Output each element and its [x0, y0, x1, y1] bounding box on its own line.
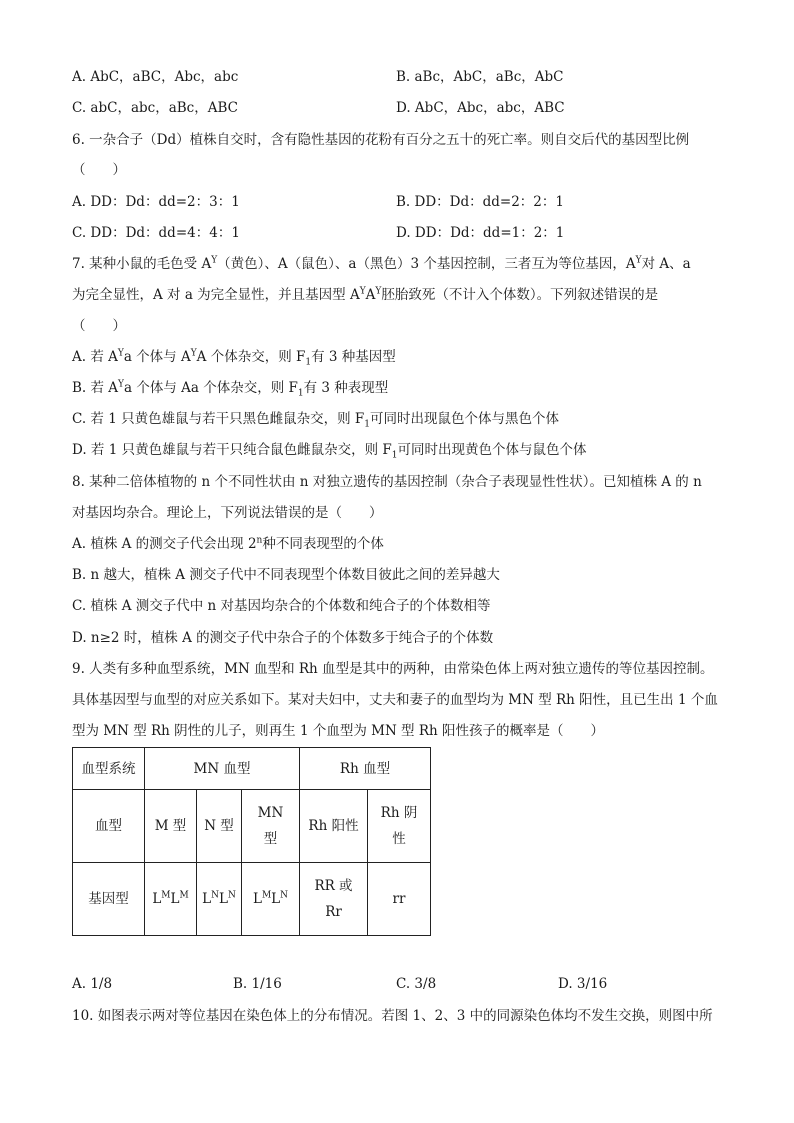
- q8-stem-line1: 8. 某种二倍体植物的 n 个不同性状由 n 对独立遗传的基因控制（杂合子表现显性性状）。已知植株 A 的 n: [72, 474, 702, 490]
- table-cell-m-type: M 型: [145, 790, 197, 863]
- q9-option-d: D. 3/16: [558, 976, 608, 992]
- q7-option-c: C. 若 1 只黄色雄鼠与若干只黑色雌鼠杂交，则 $F_1$可同时出现鼠色个体与黑色个体: [72, 411, 559, 430]
- table-header-rh: Rh 血型: [300, 748, 431, 790]
- q7-option-d: D. 若 1 只黄色雄鼠与若干只纯合鼠色雌鼠杂交，则 $F_1$可同时出现黄色个体与鼠色个体: [72, 442, 587, 461]
- table-cell-rh-negative: Rh 阴 性: [368, 790, 431, 863]
- table-cell-genotype-rh-positive: RR 或 Rr: [300, 863, 368, 936]
- table-label-genotype: 基因型: [73, 863, 145, 936]
- table-cell-genotype-mm: $L^ML^M$: [145, 863, 197, 936]
- table-row: [73, 790, 431, 863]
- q10-stem-line1: 10. 如图表示两对等位基因在染色体上的分布情况。若图 1、2、3 中的同源染色体均不发生交换，则图中所: [72, 1008, 713, 1024]
- q6-option-a: A. DD：Dd：dd=2：3：1: [72, 194, 240, 210]
- q6-option-d: D. DD：Dd：dd=1：2：1: [396, 225, 565, 241]
- table-label-blood-type: 血型: [73, 790, 145, 863]
- q8-option-b: B. n 越大，植株 A 测交子代中不同表现型个体数目彼此之间的差异越大: [72, 567, 500, 583]
- table-cell-genotype-nn: $L^NL^N$: [197, 863, 242, 936]
- q7-stem-line1: 7. 某种小鼠的毛色受 $A^Y$（黄色）、A（鼠色）、a（黑色）3 个基因控制，三者互为等位基因，$A^Y$对 A、a: [72, 255, 691, 272]
- q8-option-d: D. n≥2 时，植株 A 的测交子代中杂合子的个体数多于纯合子的个体数: [72, 630, 494, 646]
- q9-stem-line2: 具体基因型与血型的对应关系如下。某对夫妇中，丈夫和妻子的血型均为 MN 型 Rh 阳性，且已生出 1 个血: [72, 692, 718, 708]
- q7-option-a: A. 若 $A^Ya$ 个体与 $A^YA$ 个体杂交，则 $F_1$有 3 种基因型: [72, 348, 396, 368]
- table-row: [73, 863, 431, 936]
- q8-option-a: A. 植株 A 的测交子代会出现 2$^n$种不同表现型的个体: [72, 535, 384, 552]
- q7-answer-paren: （ ）: [72, 318, 126, 334]
- q8-option-c: C. 植株 A 测交子代中 n 对基因均杂合的个体数和纯合子的个体数相等: [72, 598, 491, 614]
- q7-stem-line2: 为完全显性，A 对 a 为完全显性，并且基因型 $A^YA^Y$胚胎致死（不计入个体数）。下列叙述错误的是: [72, 286, 659, 303]
- q9-option-a: A. 1/8: [72, 976, 113, 992]
- table-cell-mn-type: MN 型: [242, 790, 300, 863]
- table-row: [73, 748, 431, 790]
- q7-option-b: B. 若 $A^Ya$ 个体与 Aa 个体杂交，则 $F_1$有 3 种表现型: [72, 379, 389, 399]
- table-cell-genotype-rh-negative: rr: [368, 863, 431, 936]
- q6-option-c: C. DD：Dd：dd=4：4：1: [72, 225, 240, 241]
- q9-stem-line3: 型为 MN 型 Rh 阴性的儿子，则再生 1 个血型为 MN 型 Rh 阳性孩子的概率是（ ）: [72, 723, 604, 739]
- table-cell-rh-positive: Rh 阳性: [300, 790, 368, 863]
- q5-option-c: C. abC，abc，aBc，ABC: [72, 100, 238, 116]
- q6-option-b: B. DD：Dd：dd=2：2：1: [396, 194, 564, 210]
- table-header-system: 血型系统: [73, 748, 145, 790]
- q5-option-b: B. aBc，AbC，aBc，AbC: [396, 69, 564, 85]
- q5-option-d: D. AbC，Abc，abc，ABC: [396, 100, 565, 116]
- table-cell-genotype-mn: $L^ML^N$: [242, 863, 300, 936]
- table-cell-n-type: N 型: [197, 790, 242, 863]
- q8-stem-line2: 对基因均杂合。理论上，下列说法错误的是（ ）: [72, 505, 383, 521]
- blood-type-table: [72, 747, 431, 936]
- q9-option-b: B. 1/16: [233, 976, 282, 992]
- q6-answer-paren: （ ）: [72, 162, 126, 178]
- table-header-mn: MN 血型: [145, 748, 300, 790]
- q9-option-c: C. 3/8: [396, 976, 437, 992]
- q5-option-a: A. AbC，aBC，Abc，abc: [72, 69, 239, 85]
- q6-stem: 6. 一杂合子（Dd）植株自交时，含有隐性基因的花粉有百分之五十的死亡率。则自交后代的基因型比例: [72, 132, 690, 148]
- q9-stem-line1: 9. 人类有多种血型系统，MN 血型和 Rh 血型是其中的两种，由常染色体上两对独立遗传的等位基因控制。: [72, 661, 714, 677]
